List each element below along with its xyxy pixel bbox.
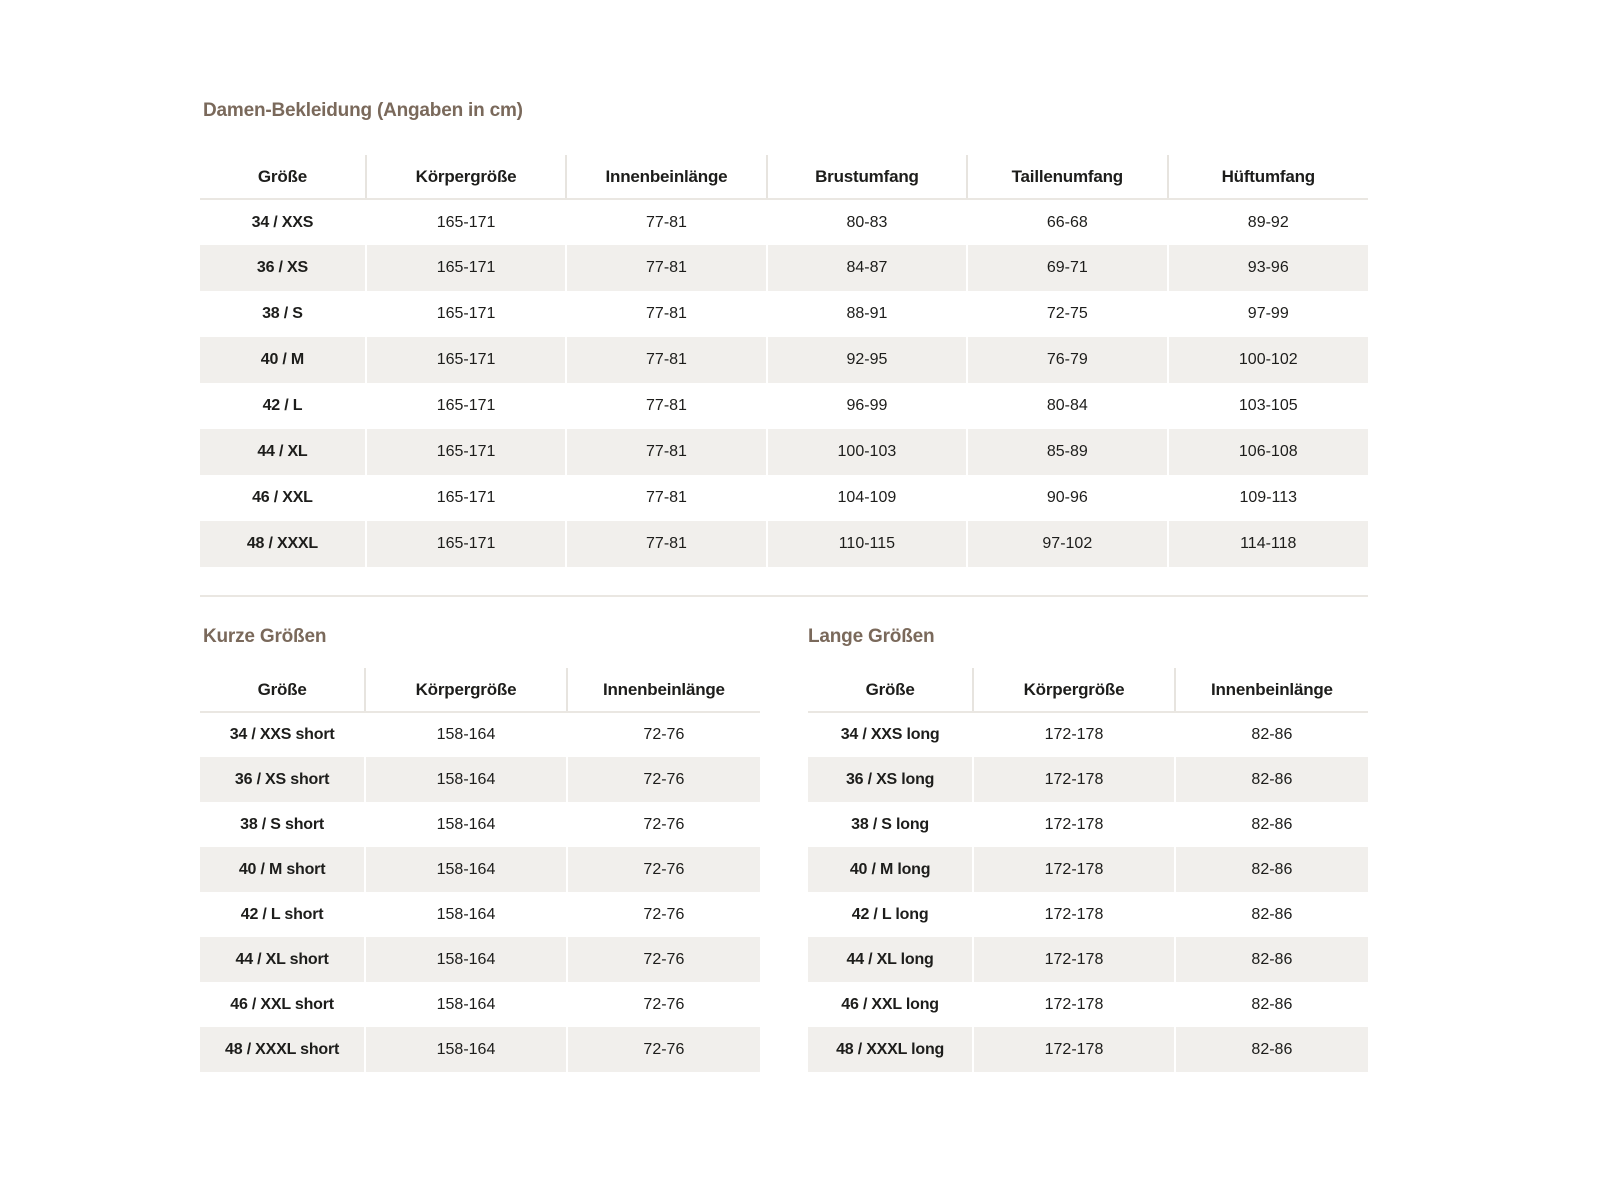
value-cell: 88-91	[767, 291, 967, 337]
table-row	[200, 245, 1368, 291]
value-cell: 82-86	[1175, 937, 1368, 982]
column-header: Größe	[808, 668, 973, 712]
value-cell: 172-178	[973, 1027, 1175, 1072]
size-cell: 38 / S short	[240, 815, 325, 833]
value-cell: 72-76	[567, 892, 760, 937]
table-row	[200, 892, 760, 937]
table-row	[808, 802, 1368, 847]
size-cell: 36 / XS	[200, 245, 366, 291]
size-cell: 42 / L	[262, 397, 303, 414]
value-cell: 77-81	[566, 245, 766, 291]
size-cell: 40 / M short	[200, 847, 365, 892]
damen-size-table	[200, 155, 1368, 567]
kurze-groessen-table	[200, 668, 760, 1072]
table-row	[808, 892, 1368, 937]
value-cell: 66-68	[967, 199, 1167, 245]
size-cell: 48 / XXXL	[200, 521, 366, 567]
damen-size-table-body	[200, 199, 1368, 567]
table-row	[808, 712, 1368, 757]
table-row	[808, 937, 1368, 982]
value-cell: 77-81	[566, 383, 766, 429]
value-cell: 85-89	[967, 429, 1167, 475]
size-cell: 42 / L long	[851, 905, 929, 923]
value-cell: 77-81	[566, 337, 766, 383]
value-cell: 77-81	[566, 475, 766, 521]
value-cell: 82-86	[1175, 1027, 1368, 1072]
size-cell: 42 / L short	[240, 905, 324, 923]
header-row	[200, 668, 760, 712]
table-row	[808, 1027, 1368, 1072]
table-row	[200, 712, 760, 757]
column-header: Hüftumfang	[1168, 155, 1368, 199]
table-row	[200, 757, 760, 802]
column-header: Brustumfang	[767, 155, 967, 199]
value-cell: 158-164	[365, 847, 567, 892]
value-cell: 77-81	[566, 199, 766, 245]
value-cell: 104-109	[767, 475, 967, 521]
value-cell: 89-92	[1168, 199, 1368, 245]
table-row	[808, 982, 1368, 1027]
value-cell: 76-79	[967, 337, 1167, 383]
column-header: Innenbeinlänge	[566, 155, 766, 199]
value-cell: 165-171	[366, 245, 566, 291]
size-cell: 36 / XS short	[200, 757, 365, 802]
size-cell: 44 / XL long	[808, 937, 973, 982]
value-cell: 158-164	[365, 1027, 567, 1072]
size-cell: 46 / XXL short	[230, 995, 334, 1013]
value-cell: 109-113	[1168, 475, 1368, 521]
size-cell: 46 / XXL	[252, 489, 313, 506]
value-cell: 77-81	[566, 521, 766, 567]
size-cell: 48 / XXXL long	[808, 1027, 973, 1072]
value-cell: 100-102	[1168, 337, 1368, 383]
value-cell: 72-76	[567, 937, 760, 982]
value-cell: 165-171	[366, 199, 566, 245]
column-header: Innenbeinlänge	[1175, 668, 1368, 712]
value-cell: 82-86	[1175, 757, 1368, 802]
size-cell: 36 / XS long	[808, 757, 973, 802]
value-cell: 90-96	[967, 475, 1167, 521]
size-cell: 40 / M long	[808, 847, 973, 892]
value-cell: 106-108	[1168, 429, 1368, 475]
lange-groessen-table-container	[808, 668, 1368, 1072]
size-cell: 34 / XXS short	[229, 726, 335, 743]
value-cell: 77-81	[566, 291, 766, 337]
kurze-groessen-table-body	[200, 712, 760, 1072]
value-cell: 103-105	[1168, 383, 1368, 429]
value-cell: 93-96	[1168, 245, 1368, 291]
value-cell: 72-75	[967, 291, 1167, 337]
kurze-groessen-table-container	[200, 668, 760, 1072]
table-row	[200, 383, 1368, 429]
value-cell: 110-115	[767, 521, 967, 567]
value-cell: 165-171	[366, 521, 566, 567]
value-cell: 165-171	[366, 337, 566, 383]
value-cell: 165-171	[366, 475, 566, 521]
value-cell: 100-103	[767, 429, 967, 475]
value-cell: 82-86	[1175, 712, 1368, 757]
column-header: Größe	[200, 668, 365, 712]
size-cell: 34 / XXS long	[840, 726, 940, 743]
size-cell: 44 / XL	[200, 429, 366, 475]
value-cell: 158-164	[365, 712, 567, 757]
value-cell: 96-99	[767, 383, 967, 429]
table-row	[200, 847, 760, 892]
kurze-groessen-title: Kurze Größen	[203, 626, 327, 647]
value-cell: 80-83	[767, 199, 967, 245]
size-cell: 38 / S long	[851, 815, 929, 833]
column-header: Innenbeinlänge	[567, 668, 760, 712]
value-cell: 69-71	[967, 245, 1167, 291]
value-cell: 172-178	[973, 892, 1175, 937]
table-row	[200, 429, 1368, 475]
value-cell: 82-86	[1175, 802, 1368, 847]
column-header: Körpergröße	[365, 668, 567, 712]
value-cell: 80-84	[967, 383, 1167, 429]
value-cell: 158-164	[365, 802, 567, 847]
value-cell: 72-76	[567, 802, 760, 847]
table-row	[808, 757, 1368, 802]
size-cell: 46 / XXL long	[841, 995, 939, 1013]
value-cell: 165-171	[366, 383, 566, 429]
value-cell: 72-76	[567, 847, 760, 892]
value-cell: 172-178	[973, 982, 1175, 1027]
value-cell: 82-86	[1175, 892, 1368, 937]
page-title: Damen-Bekleidung (Angaben in cm)	[203, 100, 523, 121]
value-cell: 172-178	[973, 847, 1175, 892]
header-row	[200, 155, 1368, 199]
value-cell: 77-81	[566, 429, 766, 475]
value-cell: 158-164	[365, 937, 567, 982]
value-cell: 72-76	[567, 982, 760, 1027]
value-cell: 72-76	[567, 712, 760, 757]
table-row	[200, 1027, 760, 1072]
value-cell: 72-76	[567, 1027, 760, 1072]
value-cell: 82-86	[1175, 847, 1368, 892]
value-cell: 158-164	[365, 982, 567, 1027]
column-header: Körpergröße	[973, 668, 1175, 712]
section-divider	[200, 595, 1368, 597]
lange-groessen-table-body	[808, 712, 1368, 1072]
table-row	[200, 982, 760, 1027]
table-row	[200, 802, 760, 847]
table-row	[200, 521, 1368, 567]
table-row	[200, 199, 1368, 245]
table-row	[200, 337, 1368, 383]
value-cell: 158-164	[365, 757, 567, 802]
column-header: Körpergröße	[366, 155, 566, 199]
value-cell: 172-178	[973, 937, 1175, 982]
column-header: Größe	[200, 155, 366, 199]
value-cell: 114-118	[1168, 521, 1368, 567]
value-cell: 72-76	[567, 757, 760, 802]
value-cell: 165-171	[366, 291, 566, 337]
value-cell: 82-86	[1175, 982, 1368, 1027]
value-cell: 92-95	[767, 337, 967, 383]
size-cell: 38 / S	[262, 305, 303, 322]
value-cell: 84-87	[767, 245, 967, 291]
size-cell: 40 / M	[200, 337, 366, 383]
column-header: Taillenumfang	[967, 155, 1167, 199]
lange-groessen-table	[808, 668, 1368, 1072]
table-row	[808, 847, 1368, 892]
size-cell: 34 / XXS	[251, 213, 314, 231]
size-cell: 44 / XL short	[200, 937, 365, 982]
value-cell: 172-178	[973, 757, 1175, 802]
table-row	[200, 937, 760, 982]
value-cell: 97-102	[967, 521, 1167, 567]
value-cell: 172-178	[973, 712, 1175, 757]
value-cell: 97-99	[1168, 291, 1368, 337]
header-row	[808, 668, 1368, 712]
table-row	[200, 291, 1368, 337]
damen-size-table-container	[200, 155, 1368, 567]
value-cell: 172-178	[973, 802, 1175, 847]
lange-groessen-title: Lange Größen	[808, 626, 935, 647]
value-cell: 158-164	[365, 892, 567, 937]
table-row	[200, 475, 1368, 521]
value-cell: 165-171	[366, 429, 566, 475]
size-cell: 48 / XXXL short	[200, 1027, 365, 1072]
